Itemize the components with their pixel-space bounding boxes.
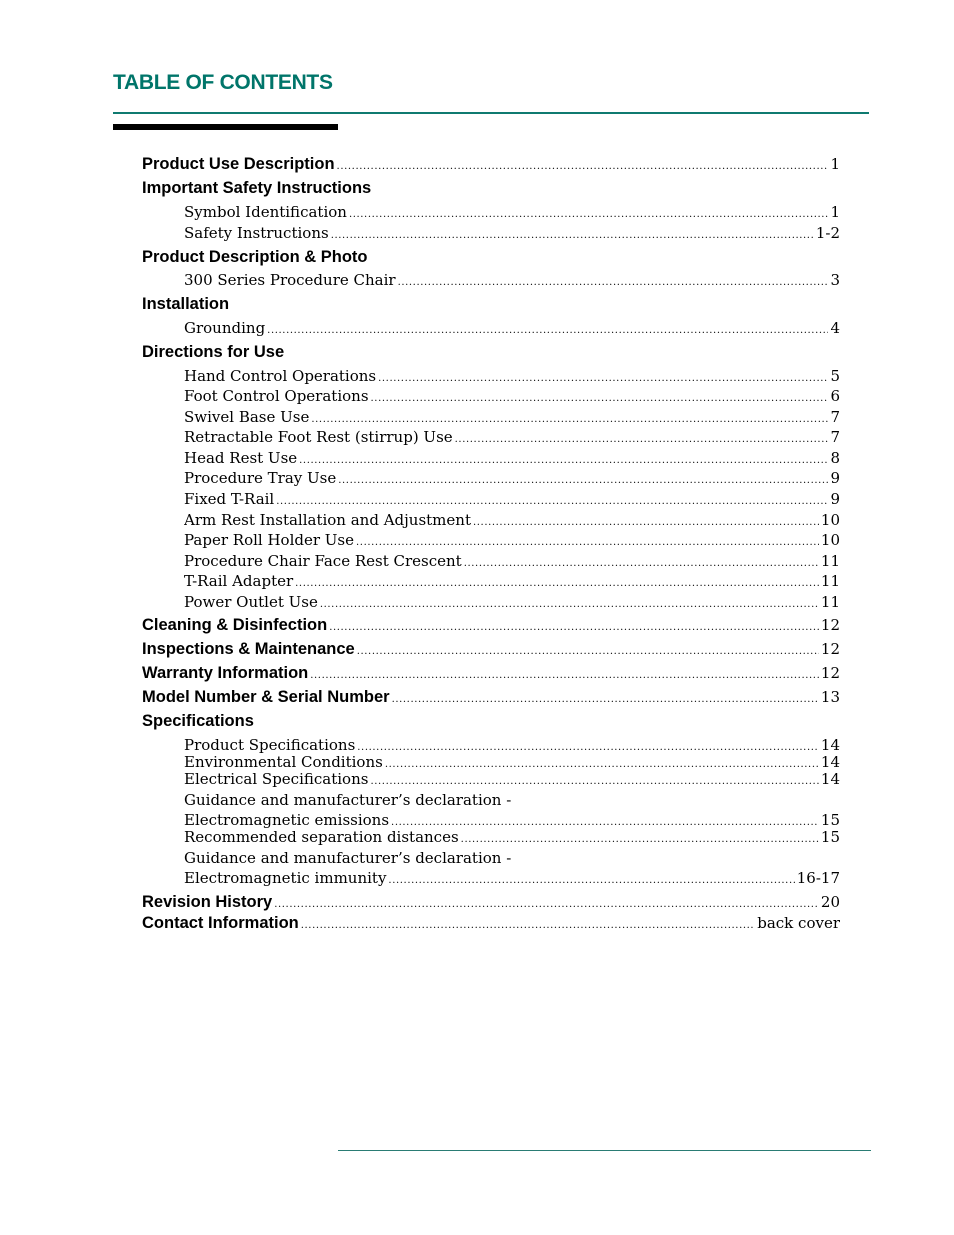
toc-label: Safety Instructions: [184, 224, 329, 242]
toc-page: 12: [820, 664, 840, 682]
toc-page: 16-17: [796, 869, 840, 887]
toc-label: Procedure Chair Face Rest Crescent: [184, 552, 462, 570]
header-bar: [113, 124, 338, 130]
dot-leader: [357, 646, 819, 657]
toc-heading-directions[interactable]: Directions for Use: [142, 343, 285, 361]
toc-page: 15: [820, 811, 840, 829]
toc-label: Revision History: [142, 893, 273, 911]
toc-page: 12: [820, 640, 840, 658]
dot-leader: [331, 230, 814, 241]
toc-page: 20: [820, 893, 840, 911]
dot-leader: [371, 393, 829, 404]
dot-leader: [357, 742, 819, 753]
toc-page: 8: [830, 449, 840, 467]
toc-label: Product Use Description: [142, 155, 335, 173]
toc-label: Symbol Identification: [184, 203, 347, 221]
toc-label: Paper Roll Holder Use: [184, 531, 355, 549]
toc-label: Electromagnetic emissions: [184, 811, 390, 829]
toc-entry-chair[interactable]: [184, 271, 840, 289]
toc-entry-electrical[interactable]: [184, 770, 840, 788]
toc-page: 11: [820, 552, 840, 570]
toc-entry-t-rail[interactable]: [184, 490, 840, 508]
toc-page: 11: [820, 572, 840, 590]
toc-page: 14: [820, 736, 840, 754]
toc-entry-emissions[interactable]: [184, 811, 840, 829]
toc-label: Inspections & Maintenance: [142, 640, 355, 658]
page-title: TABLE OF CONTENTS: [113, 71, 333, 94]
toc-heading-product-desc[interactable]: Product Description & Photo: [142, 248, 368, 266]
toc-label: Model Number & Serial Number: [142, 688, 390, 706]
toc-entry-tray[interactable]: [184, 469, 840, 487]
toc-label: Retractable Foot Rest (stirrup) Use: [184, 428, 453, 446]
toc-entry-revision[interactable]: [142, 893, 840, 912]
toc-page: 9: [830, 490, 840, 508]
header-rule: [113, 112, 869, 114]
toc-page: 3: [830, 271, 840, 289]
dot-leader: [385, 759, 819, 770]
dot-leader: [378, 373, 828, 384]
dot-leader: [274, 899, 819, 910]
toc-entry-symbol-id[interactable]: [184, 203, 840, 221]
dot-leader: [276, 496, 828, 507]
toc-label: Procedure Tray Use: [184, 469, 337, 487]
dot-leader: [337, 161, 829, 172]
toc-entry-environmental[interactable]: [184, 753, 840, 771]
toc-entry-t-rail-adapter[interactable]: [184, 572, 840, 590]
dot-leader: [398, 277, 829, 288]
dot-leader: [370, 776, 818, 787]
toc-label: Recommended separation distances: [184, 828, 459, 846]
toc-entry-grounding[interactable]: [184, 319, 840, 337]
toc-label: Fixed T-Rail: [184, 490, 275, 508]
toc-heading-installation[interactable]: Installation: [142, 295, 230, 313]
toc-page: 1: [830, 155, 840, 173]
footer-rule: [338, 1150, 871, 1151]
dot-leader: [320, 599, 819, 610]
dot-leader: [329, 622, 819, 633]
toc-label: Arm Rest Installation and Adjustment: [184, 511, 471, 529]
toc-label: T-Rail Adapter: [184, 572, 294, 590]
toc-label: Electromagnetic immunity: [184, 869, 387, 887]
dot-leader: [473, 517, 819, 528]
toc-page: 14: [820, 753, 840, 771]
toc-label: Swivel Base Use: [184, 408, 310, 426]
toc-entry-power-outlet[interactable]: [184, 593, 840, 611]
toc-label: 300 Series Procedure Chair: [184, 271, 396, 289]
dot-leader: [391, 817, 819, 828]
toc-entry-warranty[interactable]: [142, 664, 840, 683]
toc-page: 1: [830, 203, 840, 221]
toc-label: Electrical Specifications: [184, 770, 369, 788]
dot-leader: [461, 834, 819, 845]
toc-label: Head Rest Use: [184, 449, 298, 467]
toc-page: 7: [830, 428, 840, 446]
dot-leader: [338, 475, 828, 486]
dot-leader: [356, 537, 819, 548]
toc-subheading-guidance-emissions: Guidance and manufacturer’s declaration -: [184, 791, 512, 809]
toc-entry-face-rest[interactable]: [184, 552, 840, 570]
toc-page: 6: [830, 387, 840, 405]
toc-page: 12: [820, 616, 840, 634]
toc-label: Power Outlet Use: [184, 593, 318, 611]
toc-label: Contact Information: [142, 914, 299, 932]
toc-page: 15: [820, 828, 840, 846]
toc-entry-immunity[interactable]: [184, 869, 840, 887]
toc-entry-foot-rest[interactable]: [184, 428, 840, 446]
toc-entry-foot-control[interactable]: [184, 387, 840, 405]
toc-entry-product-use[interactable]: [142, 155, 840, 174]
toc-label: Environmental Conditions: [184, 753, 383, 771]
dot-leader: [267, 325, 828, 336]
dot-leader: [295, 578, 819, 589]
toc-entry-swivel[interactable]: [184, 408, 840, 426]
dot-leader: [310, 670, 819, 681]
toc-page: 14: [820, 770, 840, 788]
dot-leader: [349, 209, 829, 220]
toc-label: Hand Control Operations: [184, 367, 377, 385]
toc-entry-product-specs[interactable]: [184, 736, 840, 754]
toc-heading-safety[interactable]: Important Safety Instructions: [142, 179, 372, 197]
toc-entry-head-rest[interactable]: [184, 449, 840, 467]
toc-page: 4: [830, 319, 840, 337]
toc-entry-arm-rest[interactable]: [184, 511, 840, 529]
toc-page: 11: [820, 593, 840, 611]
toc-entry-contact[interactable]: [142, 914, 840, 933]
toc-entry-safety-instructions[interactable]: [184, 224, 840, 242]
toc-label: Foot Control Operations: [184, 387, 369, 405]
toc-page: 7: [830, 408, 840, 426]
dot-leader: [311, 414, 828, 425]
toc-page: 13: [820, 688, 840, 706]
toc-entry-hand-control[interactable]: [184, 367, 840, 385]
toc-entry-inspections[interactable]: [142, 640, 840, 659]
dot-leader: [299, 455, 828, 466]
toc-entry-model-serial[interactable]: [142, 688, 840, 707]
toc-label: Cleaning & Disinfection: [142, 616, 328, 634]
dot-leader: [455, 434, 829, 445]
toc-page: 9: [830, 469, 840, 487]
toc-page: 1-2: [815, 224, 840, 242]
toc-page: 10: [820, 511, 840, 529]
toc-page: back cover: [757, 914, 840, 932]
toc-entry-paper-roll[interactable]: [184, 531, 840, 549]
dot-leader: [301, 920, 755, 931]
toc-entry-separation[interactable]: [184, 828, 840, 846]
toc-label: Product Specifications: [184, 736, 356, 754]
toc-heading-specifications[interactable]: Specifications: [142, 712, 254, 730]
dot-leader: [392, 694, 819, 705]
toc-page: 10: [820, 531, 840, 549]
toc-label: Grounding: [184, 319, 266, 337]
dot-leader: [388, 875, 794, 886]
toc-label: Warranty Information: [142, 664, 309, 682]
toc-subheading-guidance-immunity: Guidance and manufacturer’s declaration -: [184, 849, 512, 867]
dot-leader: [464, 558, 819, 569]
toc-page: 5: [830, 367, 840, 385]
toc-entry-cleaning[interactable]: [142, 616, 840, 635]
